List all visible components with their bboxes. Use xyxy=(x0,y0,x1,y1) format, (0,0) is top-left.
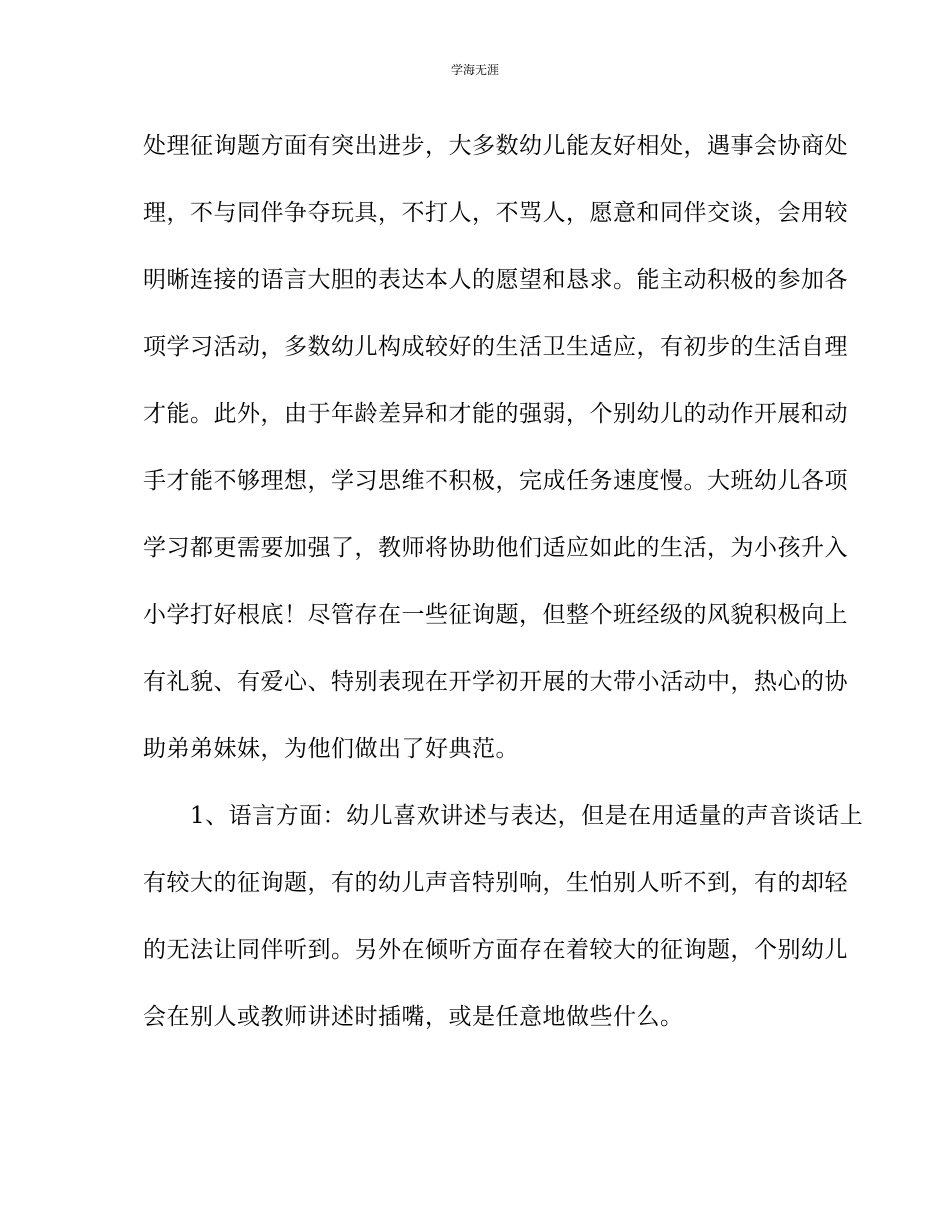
text-line: 小学打好根底！尽管存在一些征询题，但整个班经级的风貌积极向上 xyxy=(143,602,848,628)
paragraph-start-line: 1、语言方面：幼儿喜欢讲述与表达，但是在用适量的声音谈话上 xyxy=(143,803,864,829)
text-line: 处理征询题方面有突出进步，大多数幼儿能友好相处，遇事会协商处 xyxy=(143,133,848,159)
text-line: 才能。此外，由于年龄差异和才能的强弱，个别幼儿的动作开展和动 xyxy=(143,401,848,427)
page-header: 学海无涯 xyxy=(450,63,499,77)
text-line: 手才能不够理想，学习思维不积极，完成任务速度慢。大班幼儿各项 xyxy=(143,468,848,494)
text-line: 学习都更需要加强了，教师将协助他们适应如此的生活，为小孩升入 xyxy=(143,535,848,561)
text-line: 理，不与同伴争夺玩具，不打人，不骂人，愿意和同伴交谈，会用较 xyxy=(143,200,848,226)
text-line: 有较大的征询题，有的幼儿声音特别响，生怕别人听不到，有的却轻 xyxy=(143,870,848,896)
text-line: 会在别人或教师讲述时插嘴，或是任意地做些什么。 xyxy=(143,1004,684,1030)
text-line: 助弟弟妹妹，为他们做出了好典范。 xyxy=(143,736,519,762)
text-line: 项学习活动，多数幼儿构成较好的生活卫生适应，有初步的生活自理 xyxy=(143,334,848,360)
text-line: 有礼貌、有爱心、特别表现在开学初开展的大带小活动中，热心的协 xyxy=(143,669,848,695)
text-line: 的无法让同伴听到。另外在倾听方面存在着较大的征询题，个别幼儿 xyxy=(143,937,848,963)
text-line: 明晰连接的语言大胆的表达本人的愿望和恳求。能主动积极的参加各 xyxy=(143,267,848,293)
